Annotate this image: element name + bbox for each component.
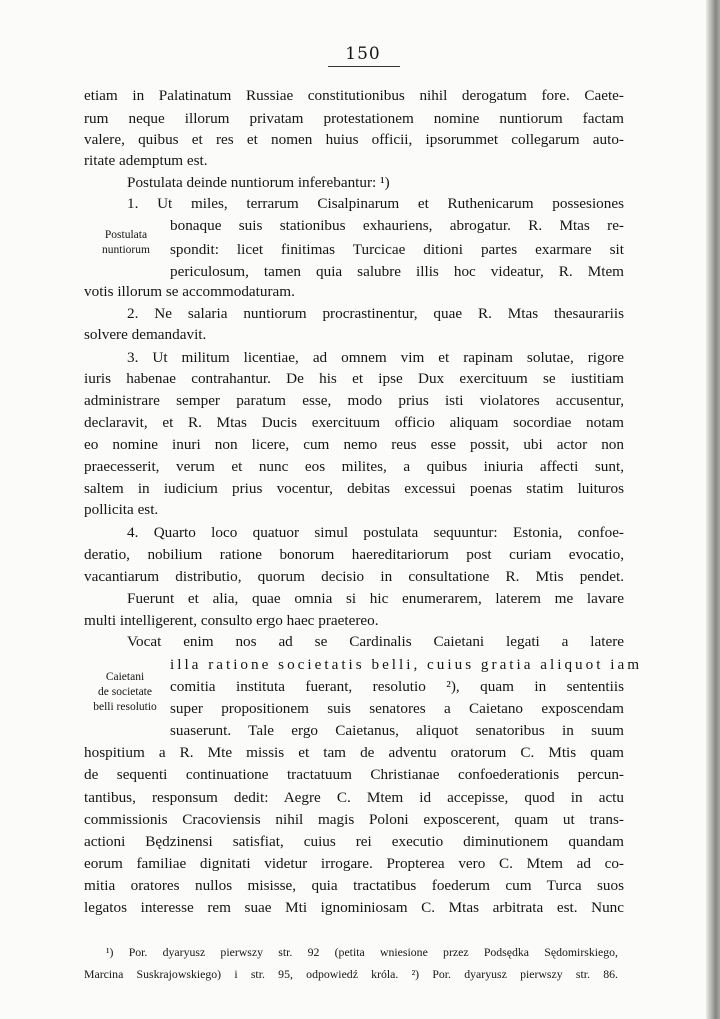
text-line: praecesserit, verum et nunc eos milites, a quibus iniuria affecti sunt, [84,458,624,475]
text-line: rum neque illorum privatam protestationem nomine nuntiorum factam [84,110,624,127]
text-line: illa ratione societatis belli, cuius gratia aliquot iam [170,656,643,673]
text-line: declaravit, et R. Mtas Ducis exercituum officio aliquam socordiae notam [84,414,624,431]
text-line: multi intelligerent, consulto ergo haec praetereo. [84,612,379,629]
text-line: administrare semper paratum esse, modo prius isti violatores accusentur, [84,392,624,409]
text-line: super propositionem suis senatores a Caietano exposcendam [170,700,624,717]
text-line: bonaque suis stationibus exhauriens, abrogatur. R. Mtas re- [170,217,624,234]
text-line: legatos interesse rem suae Mti ignominiosam C. Mtas arbitrata est. Nunc [84,899,624,916]
text-line: saltem in iudicium prius vocentur, debitas excessui poenas statim luituros [84,480,624,497]
text-line: comitia instituta fuerant, resolutio ²), quam in sententiis [170,678,624,695]
text-line: pollicita est. [84,501,159,518]
text-line: 4. Quarto loco quatuor simul postulata sequuntur: Estonia, confoe- [127,524,624,541]
text-line: periculosum, tamen quia salubre illis hoc videatur, R. Mtem [170,263,624,280]
text-line: eorum familiae dignitati videtur irrogare. Propterea vero C. Mtem ad co- [84,855,624,872]
text-line: votis illorum se accommodaturam. [84,283,295,300]
text-line: solvere demandavit. [84,326,207,343]
text-line: mitia oratores nullos misisse, quia tractatibus foederum cum Turca suos [84,877,624,894]
text-line: 3. Ut militum licentiae, ad omnem vim et rapinam solutae, rigore [127,349,624,366]
text-line: tantibus, responsum dedit: Aegre C. Mtem id accepisse, quod in actu [84,789,624,806]
text-line: spondit: licet finitimas Turcicae ditioni partes exarmare sit [170,241,624,258]
footnote-line: ¹) Por. dyaryusz pierwszy str. 92 (petita wniesione przez Podsędka Sędomirskiego, [106,945,618,959]
text-line: 1. Ut miles, terrarum Cisalpinarum et Ruthenicarum possesiones [127,195,624,212]
text-line: Fuerunt et alia, quae omnia si hic enumerarem, laterem me lavare [127,590,624,607]
text-line: actioni Będzinensi satisfiat, cuius rei executio diminutionem quandam [84,833,624,850]
text-line: valere, quibus et res et nomen huius officii, ipsorummet collegarum auto- [84,131,624,148]
text-line: ritate ademptum est. [84,152,208,169]
page-edge-shadow [706,0,720,1019]
text-line: commissionis Cracoviensis nihil magis Poloni exposcerent, quam ut trans- [84,811,624,828]
text-line: deratio, nobilium ratione bonorum haereditariorum post curiam evocatio, [84,546,624,563]
text-line: iuris habenae contrahantur. De his et ipse Dux exercituum se iustitiam [84,370,624,387]
margin-note-line: de societate [98,686,152,698]
text-line: de sequenti continuatione tractatuum Christianae confoederationis percun- [84,766,624,783]
text-line: eo nomine inuri non licere, cum nemo reus esse possit, ubi actor non [84,436,624,453]
page-number: 150 [345,44,381,64]
margin-note-line: nuntiorum [102,244,150,256]
text-line: hospitium a R. Mte missis et tam de adventu oratorum C. Mtis quam [84,744,624,761]
header-rule [328,66,400,67]
text-line: suaserunt. Tale ergo Caietanus, aliquot senatoribus in suum [170,722,624,739]
margin-note-line: Caietani [105,671,145,683]
margin-note-line: belli resolutio [93,701,157,713]
text-line: etiam in Palatinatum Russiae constitutionibus nihil derogatum fore. Caete- [84,87,624,104]
text-line: 2. Ne salaria nuntiorum procrastinentur, quae R. Mtas thesaurariis [127,305,624,322]
text-line: Postulata deinde nuntiorum inferebantur: ¹) [127,174,390,191]
margin-note-line: Postulata [104,229,148,241]
footnote-line: Marcina Suskrajowskiego) i str. 95, odpowiedź króla. ²) Por. dyaryusz pierwszy str. 86. [84,967,618,981]
text-line: Vocat enim nos ad se Cardinalis Caietani legati a latere [127,633,624,650]
text-line: vacantiarum distributio, quorum decisio in consultatione R. Mtis pendet. [84,568,624,585]
